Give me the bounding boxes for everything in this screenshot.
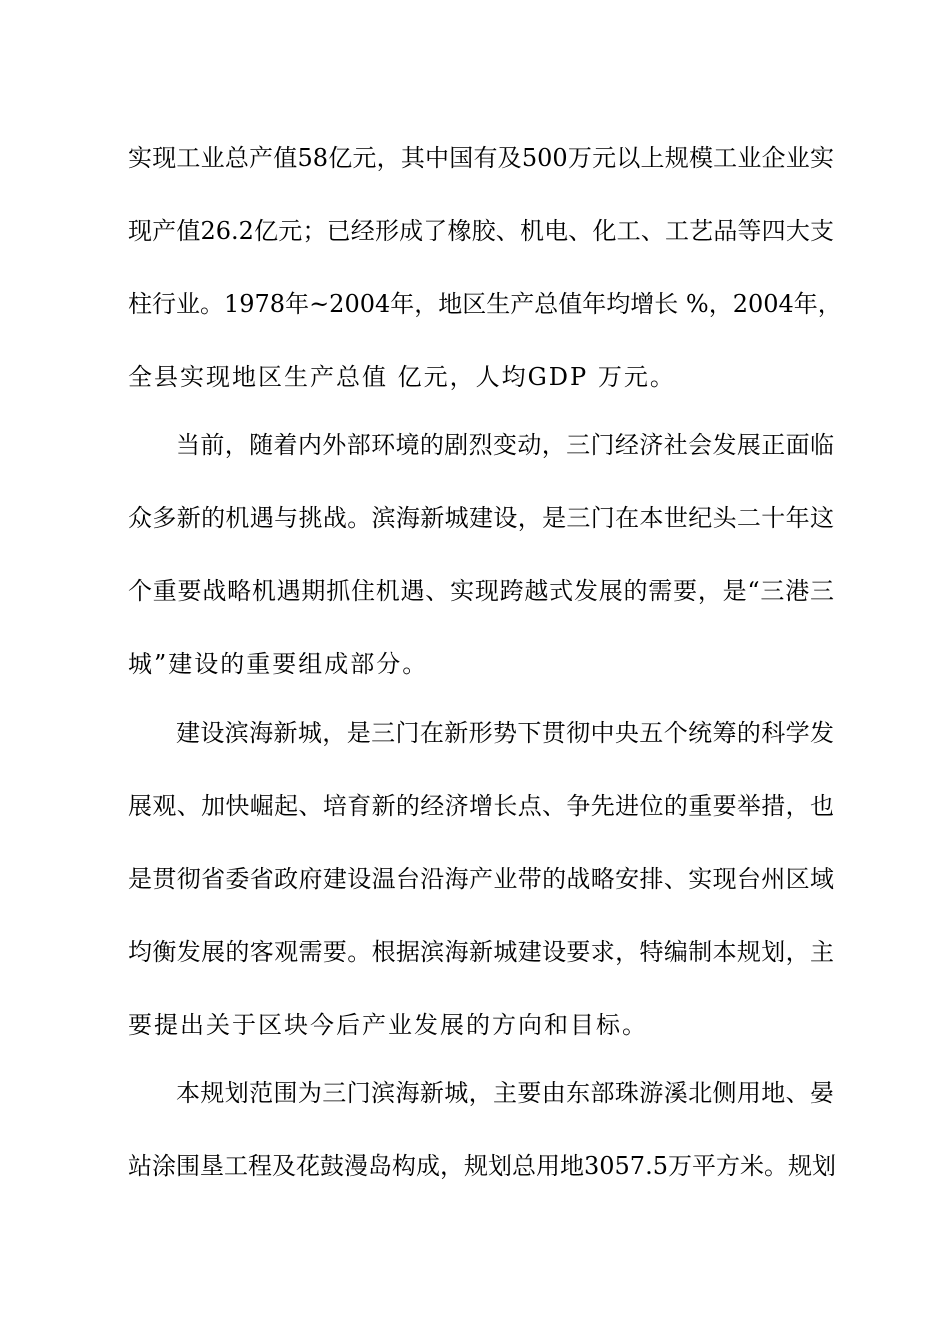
paragraph-2-line-1: 当前，随着内外部环境的剧烈变动，三门经济社会发展正面临 — [176, 431, 834, 459]
paragraph-2-line-3: 个重要战略机遇期抓住机遇、实现跨越式发展的需要，是“三港三 — [128, 577, 834, 605]
paragraph-3-line-2: 展观、加快崛起、培育新的经济增长点、争先进位的重要举措，也 — [128, 792, 834, 820]
paragraph-2-line-2: 众多新的机遇与挑战。滨海新城建设，是三门在本世纪头二十年这 — [128, 504, 834, 532]
paragraph-3-line-3: 是贯彻省委省政府建设温台沿海产业带的战略安排、实现台州区域 — [128, 865, 834, 893]
paragraph-4-line-2: 站涂围垦工程及花鼓漫岛构成，规划总用地3057.5万平方米。规划 — [128, 1152, 836, 1180]
paragraph-1-line-4: 全县实现地区生产总值 亿元，人均GDP 万元。 — [128, 363, 676, 391]
paragraph-1-line-1: 实现工业总产值58亿元，其中国有及500万元以上规模工业企业实 — [128, 144, 834, 172]
paragraph-1-line-3: 柱行业。1978年~2004年，地区生产总值年均增长 %，2004年， — [128, 290, 842, 318]
paragraph-1-line-2: 现产值26.2亿元；已经形成了橡胶、机电、化工、工艺品等四大支 — [128, 217, 834, 245]
paragraph-3-line-4: 均衡发展的客观需要。根据滨海新城建设要求，特编制本规划，主 — [128, 938, 834, 966]
paragraph-3-line-5: 要提出关于区块今后产业发展的方向和目标。 — [128, 1011, 648, 1039]
paragraph-4-line-1: 本规划范围为三门滨海新城，主要由东部珠游溪北侧用地、晏 — [176, 1079, 834, 1107]
paragraph-3-line-1: 建设滨海新城，是三门在新形势下贯彻中央五个统筹的科学发 — [176, 719, 834, 747]
paragraph-2-line-4: 城”建设的重要组成部分。 — [128, 650, 429, 678]
